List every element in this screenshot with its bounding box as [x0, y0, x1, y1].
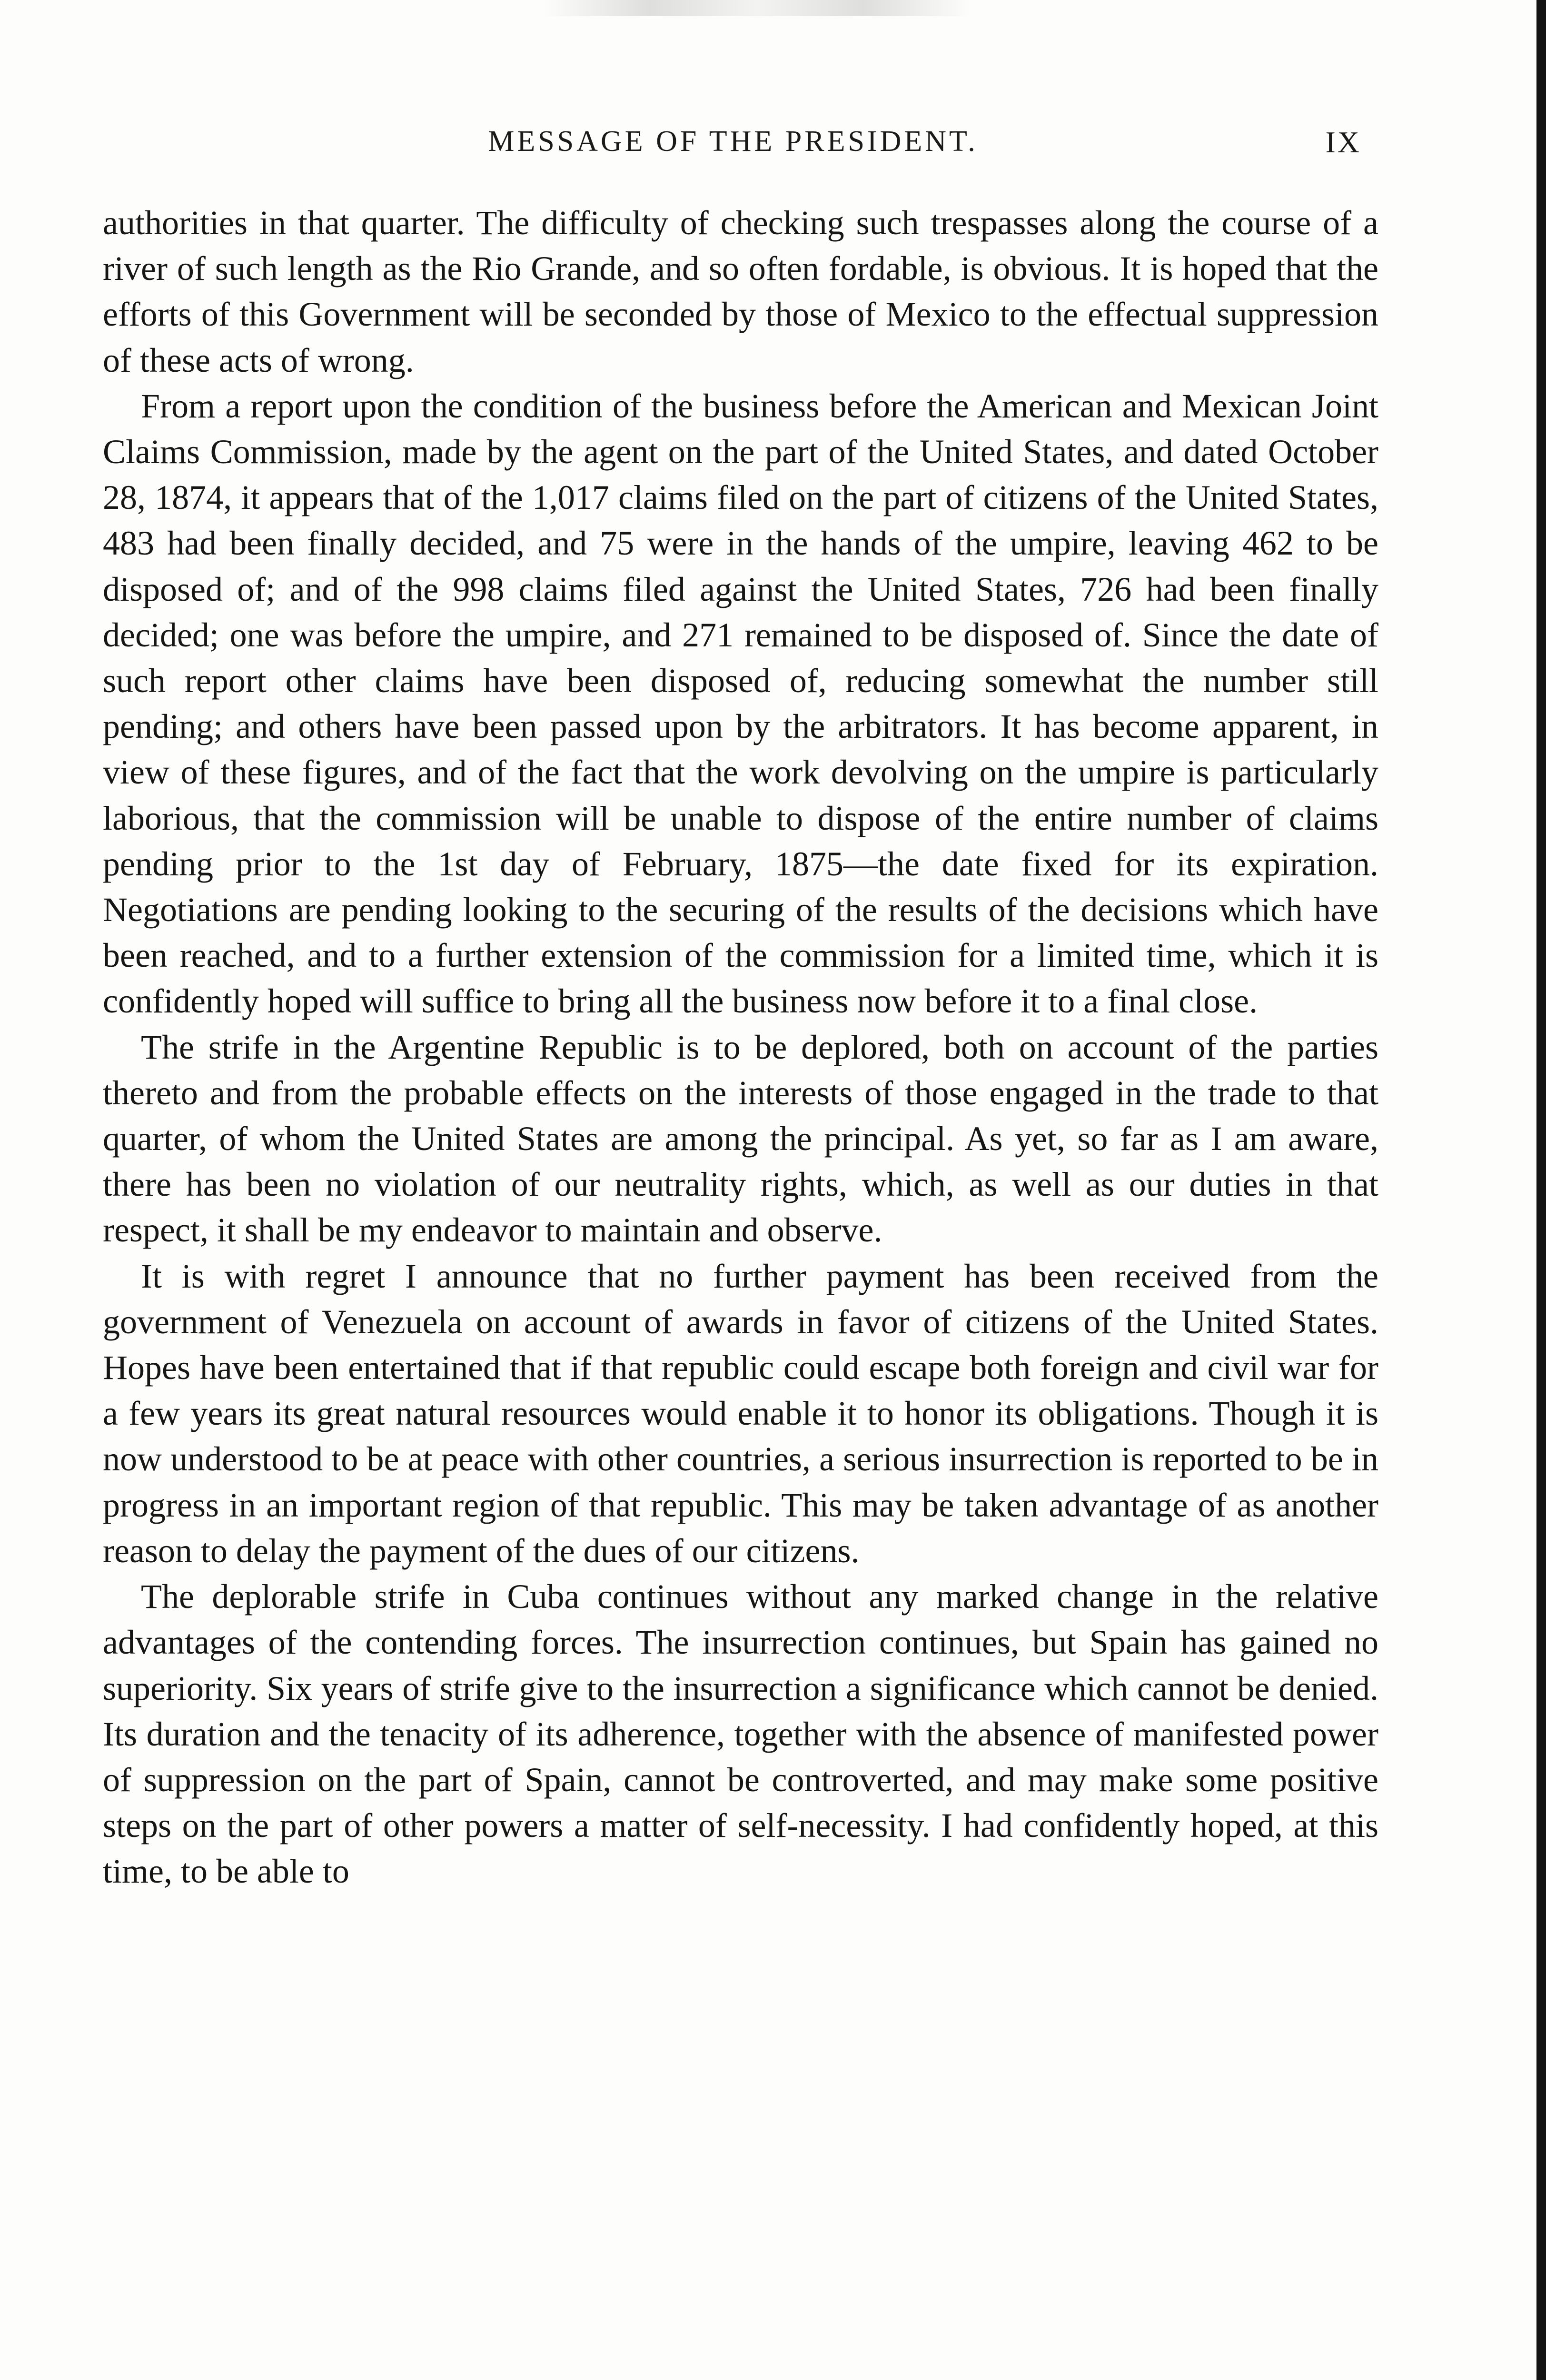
scan-edge: [1536, 0, 1546, 2380]
page-header: [105, 125, 1361, 168]
paragraph-3: The strife in the Argentine Republic is to be deplored, both on account of the parties thereto and from the probable effects on the interests of those engaged in the trade to that quarter, of whom the United States are among the principal. As yet, so far as I am aware, there has been no violation of our neutrality rights, which, as well as our duties in that respect, it shall be my endeavor to maintain and observe.: [103, 1028, 1378, 1250]
scan-smudge: [543, 0, 971, 16]
paragraph-2: From a report upon the condition of the business before the American and Mexican Joint Claims Commission, made by the agent on the part of the United States, and dated October 28, 1874, it appears that of the 1,017 claims filed on the part of citizens of the United States, 483 had been finally decided, and 75 were in the hands of the umpire, leaving 462 to be disposed of; and of the 998 claims filed against the United States, 726 had been finally decided; one was before the umpire, and 271 remained to be disposed of. Since the date of such report other claims have been disposed of, reducing somewhat the number still pending; and others have been passed upon by the arbitrators. It has become apparent, in view of these figures, and of the fact that the work devolving on the umpire is particularly laborious, that the commission will be unable to dispose of the entire number of claims pending prior to the 1st day of February, 1875—the date fixed for its expiration. Negotiations are pending looking to the securing of the results of the decisions which have been reached, and to a further extension of the commission for a limited time, which it is confidently hoped will suffice to bring all the business now before it to a final close.: [103, 387, 1378, 1021]
body-text: [103, 200, 1378, 1894]
page-number: IX: [1325, 125, 1361, 159]
paragraph-1: authorities in that quarter. The difficulty of checking such trespasses along the course of a river of such length as the Rio Grande, and so often fordable, is obvious. It is hoped that the efforts of this Government will be seconded by those of Mexico to the effectual suppression of these acts of wrong.: [103, 204, 1378, 379]
running-head: MESSAGE OF THE PRESIDENT.: [488, 125, 978, 158]
paragraph-4: It is with regret I announce that no further payment has been received from the government of Venezuela on account of awards in favor of citizens of the United States. Hopes have been entertained that if that republic could escape both foreign and civil war for a few years its great natural resources would enable it to honor its obligations. Though it is now understood to be at peace with other countries, a serious insurrection is reported to be in progress in an important region of that republic. This may be taken advantage of as another reason to delay the payment of the dues of our citizens.: [103, 1257, 1378, 1570]
paragraph-5: The deplorable strife in Cuba continues without any marked change in the relative advantages of the contending forces. The insurrection continues, but Spain has gained no superiority. Six years of strife give to the insurrection a significance which cannot be denied. Its duration and the tenacity of its adherence, together with the absence of manifested power of suppression on the part of Spain, cannot be controverted, and may make some positive steps on the part of other powers a matter of self-necessity. I had confidently hoped, at this time, to be able to: [103, 1577, 1378, 1891]
